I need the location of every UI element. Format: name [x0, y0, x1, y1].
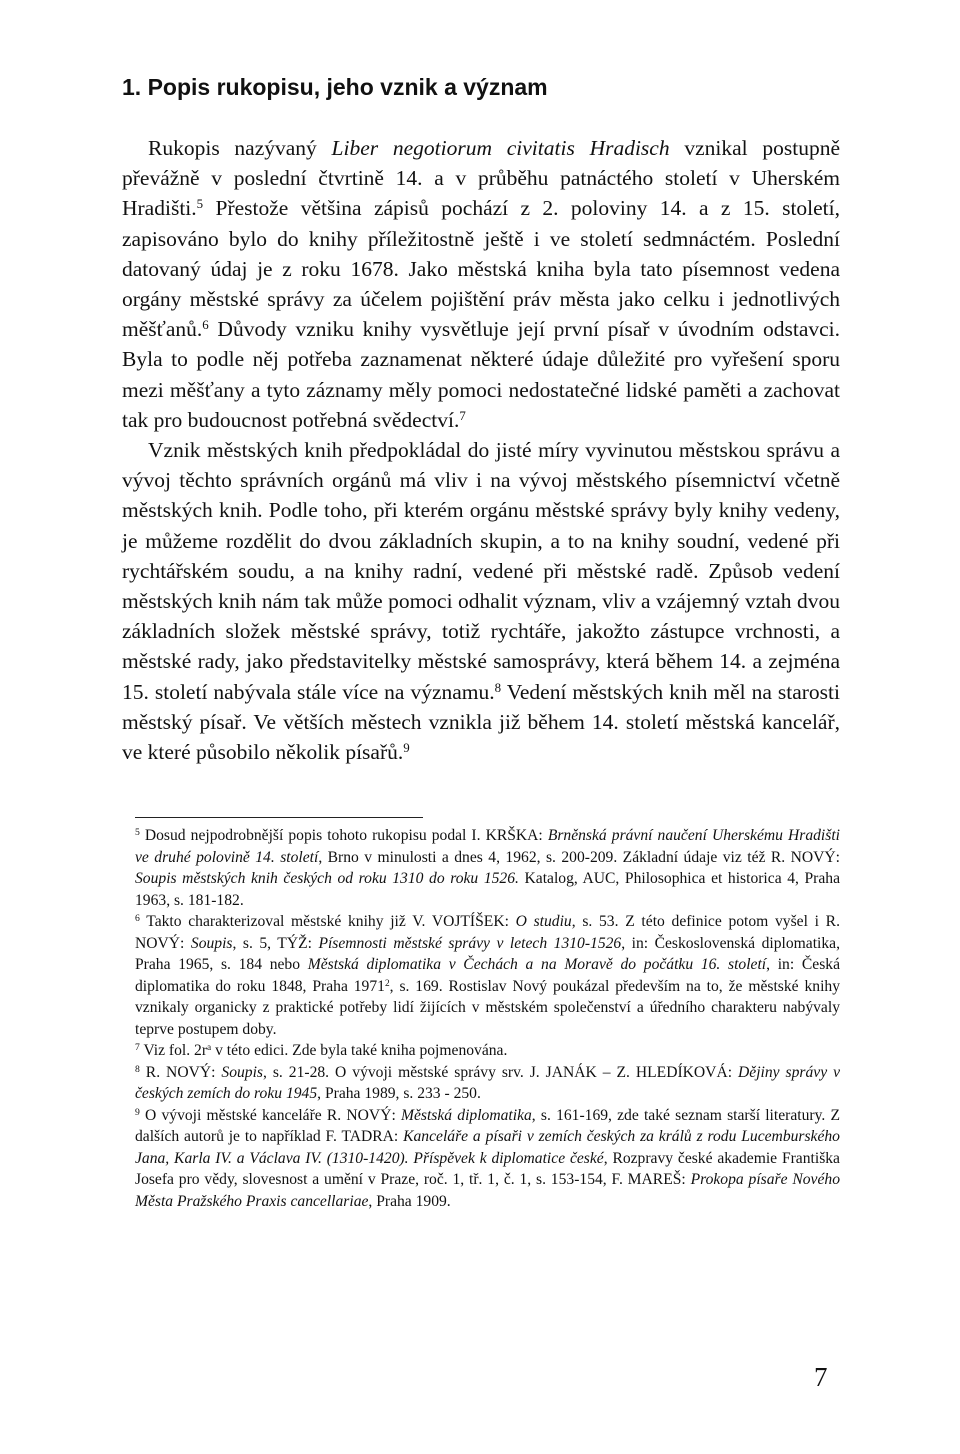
footnotes: [135, 825, 840, 1212]
footnote-7: $^7$ Viz fol. $2r^a$ v této edici. Zde byla také kniha pojmenována.: [135, 1042, 508, 1059]
footnote-ref-9[interactable]: 9: [403, 740, 410, 755]
footnote-9: $^9$ O vývoji městské kanceláře R. NOVÝ: Městská diplomatika, s. 161-169, zde také seznam starší literatury. Z dalších autorů je to například F. TADRA: Kanceláře a písaři v zemích českých za králů z rodu Lucemburského Jana, Karla IV. a Václava IV. (1310-1420). Příspěvek k diplomatice české, Rozpravy české akademie Františka Josefa pro vědy, slovesnost a umění v Praze, roč. 1, tř. 1, č. 1, s. 153-154, F. MAREŠ: Prokopa písaře Nového Města Pražského Praxis cancellariae, Praha 1909.: [135, 1106, 840, 1210]
footnote-ref-6[interactable]: 6: [202, 318, 209, 333]
footnote-8: $^8$ R. NOVÝ: Soupis, s. 21-28. O vývoji městské správy srv. J. JANÁK – Z. HLEDÍKOVÁ: Dějiny správy v českých zemích do roku 1945, Praha 1989, s. 233 - 250.: [135, 1063, 841, 1102]
paragraph-1: Rukopis nazývaný Liber negotiorum civitatis Hradisch vznikal postupně převážně v poslední čtvrtině 14. a v průběhu patnáctého století v Uherském Hradišti.$^5$ Přestože většina zápisů pochází z 2. poloviny 14. a z 15. století, zapisováno bylo do knihy příležitostně ještě i ve století sedmnáctém. Poslední datovaný údaj je z roku 1678. Jako městská kniha byla tato písemnost vedena orgány městské správy za účelem pojištění práv města jako celku i jednotlivých měšťanů.$^6$ Důvody vzniku knihy vysvětluje její první písař v úvodním odstavci. Byla to podle něj potřeba zaznamenat některé údaje důležité pro vyřešení sporu mezi měšťany a tyto záznamy měly pomoci nedostatečné lidské paměti a zachovat tak pro budoucnost potřebná svědectví.$^7$: [122, 136, 840, 432]
footnote-ref-7[interactable]: 7: [459, 408, 466, 423]
footnote-5: $^5$ Dosud nejpodrobnější popis tohoto rukopisu podal I. KRŠKA: Brněnská právní naučení Uherskému Hradišti ve druhé polovině 14. století, Brno v minulosti a dnes 4, 1962, s. 200-209. Základní údaje viz též R. NOVÝ: Soupis městských knih českých od roku 1310 do roku 1526. Katalog, AUC, Philosophica et historica 4, Praha 1963, s. 181-182.: [135, 827, 841, 909]
footnote-ref-8[interactable]: 8: [494, 680, 502, 695]
footnote-separator: [135, 817, 423, 818]
section-heading: 1. Popis rukopisu, jeho vznik a význam: [122, 74, 548, 100]
paragraph-2: Vznik městských knih předpokládal do jisté míry vyvinutou městskou správu a vývoj těchto správních orgánů má vliv i na vývoj městského písemnictví včetně městských knih. Podle toho, při kterém orgánu městské správy byly knihy vedeny, je můžeme rozdělit do dvou základních skupin, a to na knihy soudní, vedené při rychtářském soudu, a na knihy radní, vedené při městské radě. Způsob vedení městských knih nám tak může pomoci odhalit význam, vliv a vzájemný vztah dvou základních složek městské správy, totiž rychtáře, jakožto zástupce vrchnosti, a městské rady, jako představitelky městské samosprávy, která během 14. a zejména 15. století nabývala stále více na významu.$^8$ Vedení městských knih měl na starosti městský písař. Ve větších městech vznikla již během 14. století městská kancelář, ve které působilo několik písařů.$^9$: [122, 438, 840, 765]
manuscript-title: Liber negotiorum civitatis Hradisch: [331, 136, 670, 160]
footnote-ref-5[interactable]: 5: [196, 197, 204, 212]
page-number: 7: [814, 1362, 828, 1392]
main-text: [122, 133, 840, 767]
footnote-6: $^6$ Takto charakterizoval městské knihy již V. VOJTÍŠEK: O studiu, s. 53. Z této definice potom vyšel i R. NOVÝ: Soupis, s. 5, TÝŽ: Písemnosti městské správy v letech 1310-1526, in: Československá diplomatika, Praha 1965, s. 184 nebo Městská diplomatika v Čechách a na Moravě do počátku 16. století, in: Česká diplomatika do roku 1848, Praha 1971$^2$, s. 169. Rostislav Nový poukázal především na to, že městské knihy vznikaly organicky z praktické potřeby lidí žijících v městském společenství a úředního charakteru nabývaly teprve postupem doby.: [135, 913, 840, 1038]
